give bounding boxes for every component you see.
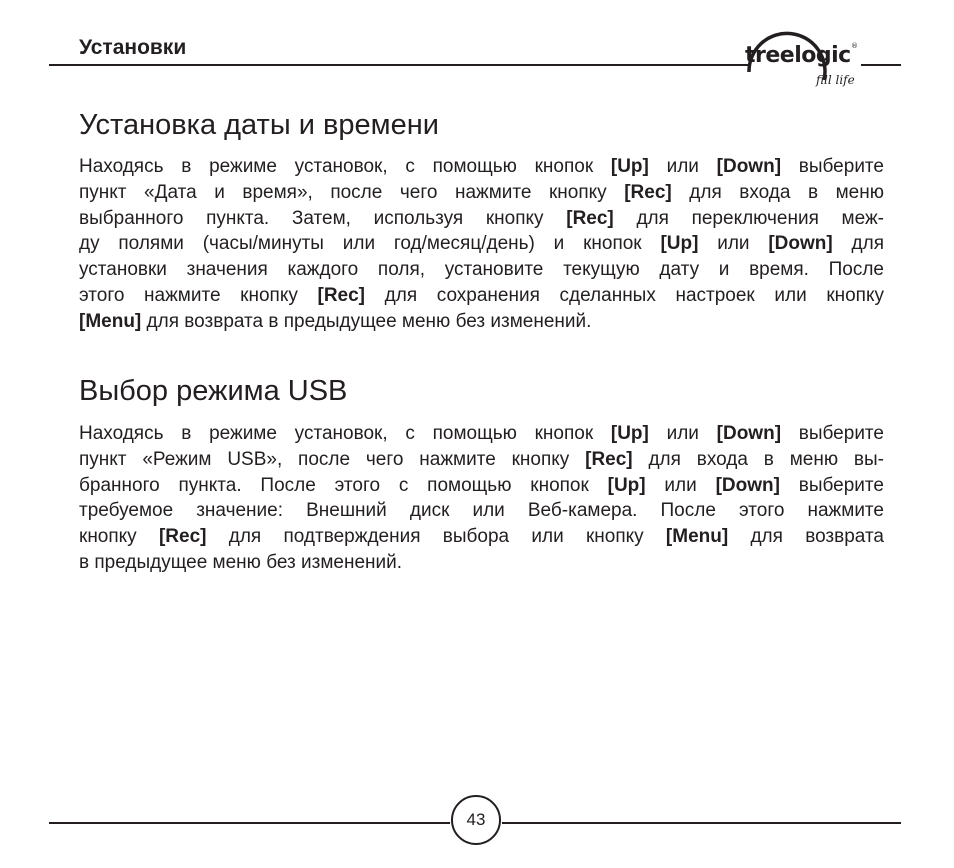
button-name-bold: [Menu] [79, 310, 142, 332]
button-name-bold: [Down] [715, 474, 780, 496]
button-name-bold: [Up] [610, 156, 649, 177]
paragraph-line [79, 421, 884, 447]
text-run: выбранного пункта. Затем, используя кнопку [79, 207, 567, 229]
paragraph-line [79, 473, 884, 499]
text-run: или [648, 156, 717, 177]
text-run: для переключения меж- [613, 207, 884, 229]
paragraph-line [79, 231, 884, 257]
treelogic-logo [736, 14, 866, 98]
text-run: для входа в меню [671, 181, 884, 203]
text-run: кнопку [79, 526, 159, 548]
button-name-bold: [Rec] [158, 526, 207, 548]
paragraph-line [79, 550, 884, 576]
text-run: выберите [781, 156, 884, 177]
paragraph-line [79, 154, 884, 180]
text-run: для сохранения сделанных настроек или кнопку [365, 284, 884, 306]
button-name-bold: [Rec] [624, 181, 672, 203]
button-name-bold: [Menu] [665, 526, 729, 548]
paragraph-line [79, 180, 884, 206]
footer-rule-right [502, 822, 901, 824]
text-run: требуемое значение: Внешний диск или Веб-камера. После этого нажмите [79, 500, 884, 522]
button-name-bold: [Rec] [317, 284, 366, 306]
button-name-bold: [Down] [768, 233, 833, 255]
text-run: для возврата [728, 526, 884, 548]
button-name-bold: [Up] [660, 233, 699, 255]
section-header-title: Установки [79, 36, 187, 59]
paragraph-line [79, 206, 884, 232]
paragraph-line [79, 447, 884, 473]
button-name-bold: [Up] [610, 423, 649, 444]
section-heading-usb-mode: Выбор режима USB [79, 375, 348, 407]
text-run: в предыдущее меню без изменений. [79, 551, 403, 573]
text-run: выберите [781, 423, 884, 444]
text-run: Находясь в режиме установок, с помощью кнопок [79, 156, 611, 177]
paragraph-line [79, 524, 884, 550]
text-run: пункт «Режим USB», после чего нажмите кнопку [79, 448, 586, 470]
text-run: для [832, 233, 884, 255]
footer-rule-left [49, 822, 450, 824]
button-name-bold: [Down] [716, 423, 782, 444]
text-run: ду полями (часы/минуты или год/месяц/день) и кнопок [79, 233, 661, 255]
text-run: пункт «Дата и время», после чего нажмите кнопку [79, 181, 625, 203]
text-run: или [648, 423, 717, 444]
logo-tagline: fill life [816, 73, 855, 87]
text-run: установки значения каждого поля, установите текущую дату и время. После [79, 259, 884, 281]
section-heading-date-time: Установка даты и времени [79, 109, 439, 141]
button-name-bold: [Rec] [566, 207, 614, 229]
page-number: 43 [466, 810, 486, 829]
text-run: этого нажмите кнопку [79, 284, 318, 306]
paragraph-line [79, 309, 884, 335]
text-run: выберите [779, 474, 884, 496]
button-name-bold: [Rec] [585, 448, 633, 470]
logo-wordmark: treelogic [745, 43, 851, 68]
text-run: Находясь в режиме установок, с помощью кнопок [79, 423, 611, 444]
paragraph-line [79, 257, 884, 283]
logo-registered-mark: ® [851, 42, 858, 50]
text-run: или [645, 474, 716, 496]
text-run: для входа в меню вы- [632, 448, 884, 470]
text-run: или [698, 233, 769, 255]
header-rule [49, 64, 750, 66]
section-body-date-time [79, 154, 884, 335]
text-run: бранного пункта. После этого с помощью кнопок [79, 474, 608, 496]
section-body-usb-mode [79, 421, 884, 576]
button-name-bold: [Up] [607, 474, 646, 496]
text-run: для возврата в предыдущее меню без изменений. [141, 310, 592, 332]
paragraph-line [79, 498, 884, 524]
header-rule-right [861, 64, 901, 66]
paragraph-line [79, 283, 884, 309]
button-name-bold: [Down] [716, 156, 782, 177]
text-run: для подтверждения выбора или кнопку [206, 526, 666, 548]
